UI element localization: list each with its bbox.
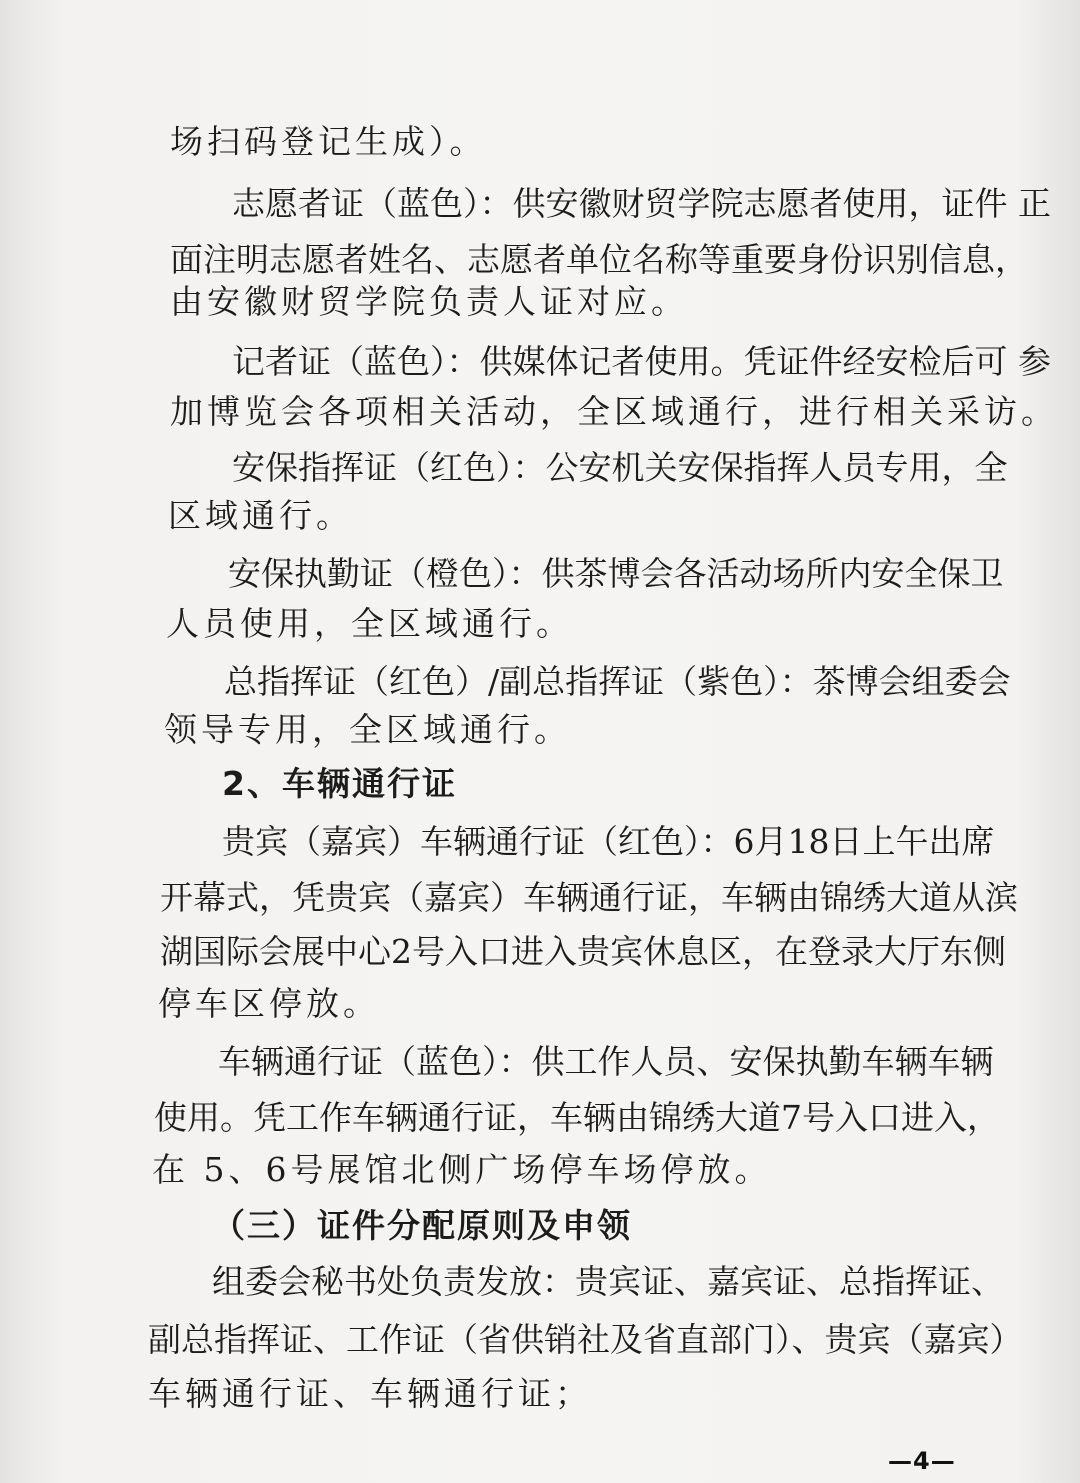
text-line: 由安徽财贸学院负责人证对应。 — [170, 282, 688, 321]
text-line: 总指挥证（红色）/副总指挥证（紫色）：茶博会组委会 — [224, 662, 1011, 701]
page-number: —4— — [888, 1447, 956, 1475]
text-line: 开幕式，凭贵宾（嘉宾）车辆通行证，车辆由锦绣大道从滨 — [160, 878, 1018, 917]
text-line: 区域通行。 — [168, 496, 353, 535]
text-line: 组委会秘书处负责发放：贵宾证、嘉宾证、总指挥证、 — [212, 1262, 1004, 1301]
section-heading: （三）证件分配原则及申领 — [212, 1206, 632, 1245]
text-line: 使用。凭工作车辆通行证，车辆由锦绣大道7号入口进入， — [154, 1098, 1000, 1137]
text-line: 面注明志愿者姓名、志愿者单位名称等重要身份识别信息， — [170, 240, 1028, 279]
text-line: 场扫码登记生成）。 — [170, 122, 487, 161]
text-line: 领导专用，全区域通行。 — [164, 710, 571, 749]
text-line: 志愿者证（蓝色）：供安徽财贸学院志愿者使用，证件 正 — [232, 184, 1051, 223]
text-line: 人员使用，全区域通行。 — [166, 604, 573, 643]
text-line: 安保指挥证（红色）：公安机关安保指挥人员专用，全 — [232, 448, 1008, 487]
text-line: 湖国际会展中心2号入口进入贵宾休息区，在登录大厅东侧 — [160, 932, 1006, 971]
text-line: 贵宾（嘉宾）车辆通行证（红色）：6月18日上午出席 — [222, 822, 995, 861]
text-line: 副总指挥证、工作证（省供销社及省直部门）、贵宾（嘉宾） — [148, 1320, 1023, 1359]
text-line: 停车区停放。 — [158, 984, 380, 1023]
text-line: 记者证（蓝色）：供媒体记者使用。凭证件经安检后可 参 — [232, 342, 1051, 381]
text-line: 车辆通行证、车辆通行证； — [148, 1374, 592, 1413]
text-line: 在 5、6号展馆北侧广场停车场停放。 — [152, 1150, 772, 1189]
text-line: 加博览会各项相关活动，全区域通行，进行相关采访。 — [170, 392, 1058, 431]
section-heading: 2、车辆通行证 — [222, 764, 457, 803]
text-line: 车辆通行证（蓝色）：供工作人员、安保执勤车辆车辆 — [218, 1042, 994, 1081]
text-line: 安保执勤证（橙色）：供茶博会各活动场所内安全保卫 — [228, 554, 1004, 593]
